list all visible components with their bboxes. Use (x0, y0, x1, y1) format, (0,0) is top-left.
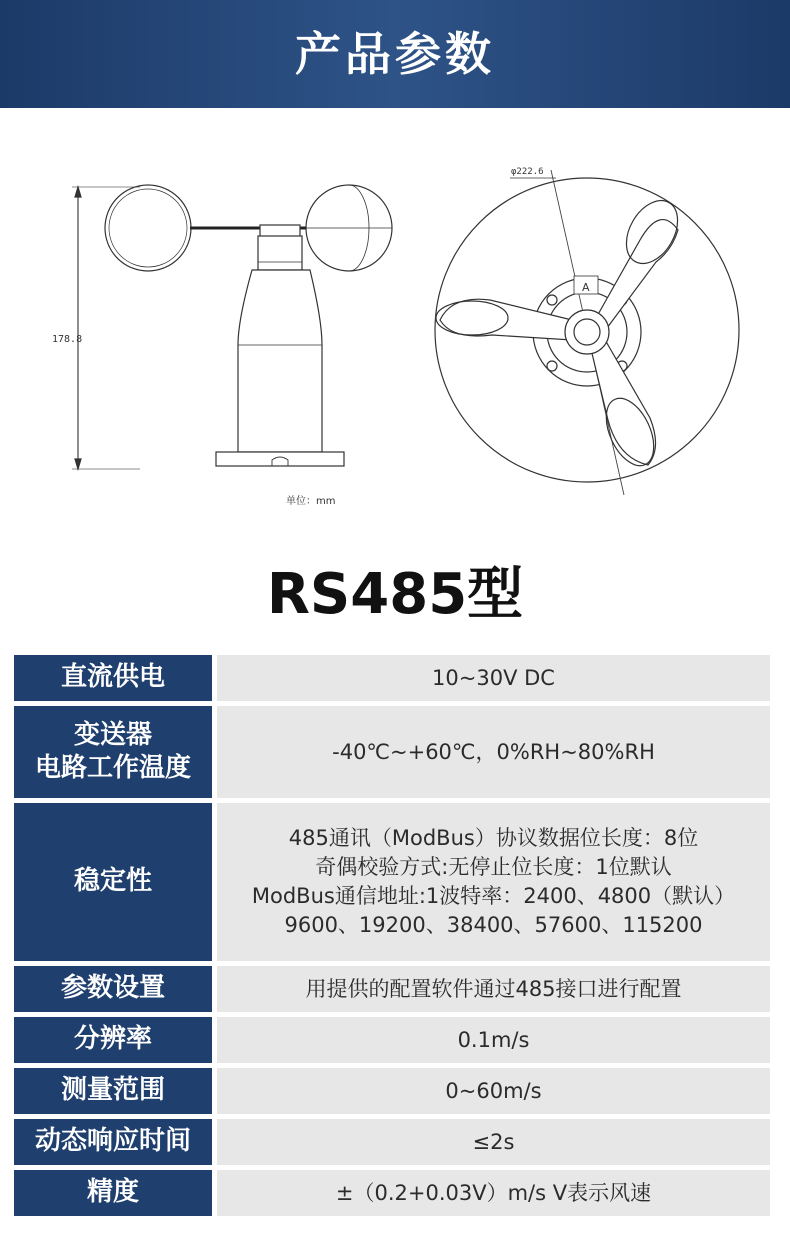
spec-value: -40℃~+60℃，0%RH~80%RH (217, 706, 770, 798)
spec-label: 稳定性 (14, 803, 217, 961)
cap (258, 236, 302, 270)
technical-drawing (0, 140, 790, 530)
housing (238, 270, 322, 452)
spec-label: 变送器 电路工作温度 (14, 706, 217, 798)
spec-label: 动态响应时间 (14, 1119, 217, 1165)
spec-row-response-time (14, 1119, 770, 1165)
spec-value: 0.1m/s (217, 1017, 770, 1063)
side-view (72, 185, 392, 469)
spec-label: 精度 (14, 1170, 217, 1216)
spec-row-resolution (14, 1017, 770, 1063)
height-dimension: 178.8 (52, 334, 83, 345)
spec-row-range (14, 1068, 770, 1114)
spec-value: ±（0.2+0.03V）m/s V表示风速 (217, 1170, 770, 1216)
label-a: A (582, 281, 590, 294)
spec-value: ≤2s (217, 1119, 770, 1165)
spec-row-stability (14, 803, 770, 961)
spec-row-settings (14, 966, 770, 1012)
model-title: RS485型 (266, 562, 524, 627)
spec-label: 分辨率 (14, 1017, 217, 1063)
spec-label: 参数设置 (14, 966, 217, 1012)
cup-left (105, 185, 191, 271)
spec-value: 10~30V DC (217, 655, 770, 701)
spec-row-power (14, 655, 770, 701)
hub (260, 225, 300, 237)
top-view (435, 170, 739, 495)
spec-value: 用提供的配置软件通过485接口进行配置 (217, 966, 770, 1012)
spec-value: 485通讯（ModBus）协议数据位长度：8位 奇偶校验方式:无停止位长度：1位默认 ModBus通信地址:1波特率：2400、4800（默认） 9600、19200、38400、57600、115200 (217, 803, 770, 961)
blade-upright (596, 192, 688, 332)
cup-right (306, 185, 392, 271)
spec-label: 测量范围 (14, 1068, 217, 1114)
spec-row-temperature (14, 706, 770, 798)
spec-label: 直流供电 (14, 655, 217, 701)
center-hub (565, 310, 609, 354)
diameter-dimension: φ222.6 (511, 167, 544, 177)
blade-lowright (590, 338, 663, 473)
page-title: 产品参数 (295, 27, 495, 81)
spec-row-accuracy (14, 1170, 770, 1216)
unit-note: 单位：mm (286, 496, 336, 507)
base-flange (216, 452, 344, 466)
spec-table (14, 650, 770, 1221)
spec-value: 0~60m/s (217, 1068, 770, 1114)
